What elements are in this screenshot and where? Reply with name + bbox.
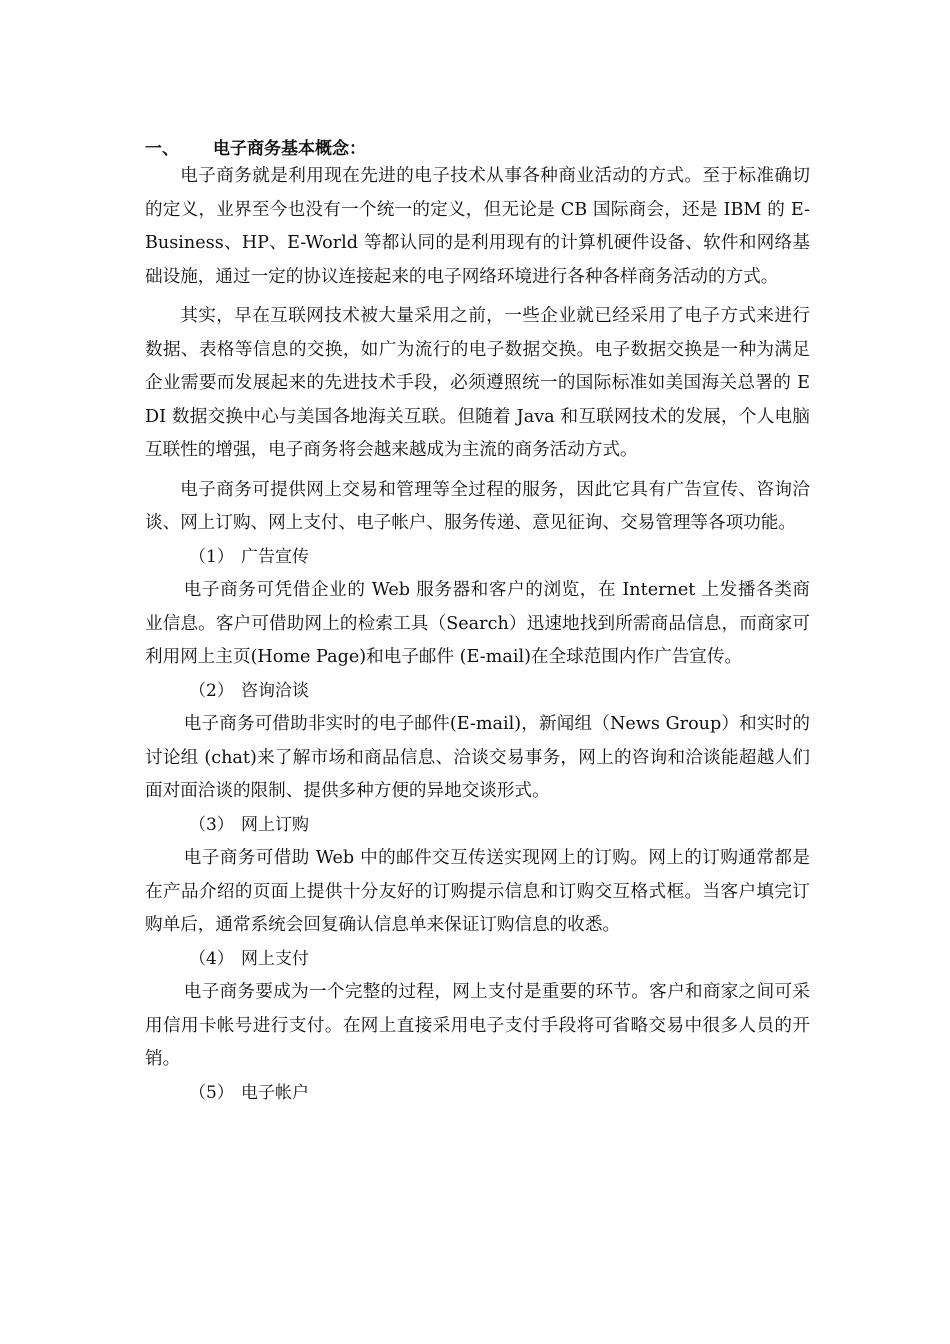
paragraph-history: 其实，早在互联网技术被大量采用之前，一些企业就已经采用了电子方式来进行数据、表格等信息的交换，如广为流行的电子数据交换。电子数据交换是一种为满足企业需要而发展起来的先进技术手段，必须遵照统一的国际标准如美国海关总署的 EDI 数据交换中心与美国各地海关互联。但随着 Java 和互联网技术的发展，个人电脑互联性的增强，电子商务将会越来越成为主流的商务活动方式。 bbox=[145, 306, 810, 460]
item-number: （3） bbox=[189, 814, 234, 835]
item-heading-advertising bbox=[145, 541, 810, 575]
item-title: 网上订购 bbox=[241, 814, 309, 835]
item-heading-payment bbox=[145, 943, 810, 977]
document-page bbox=[145, 138, 810, 1110]
section-title: 电子商务基本概念： bbox=[213, 139, 366, 159]
item-number: （5） bbox=[189, 1082, 234, 1103]
item-body-consulting: 电子商务可借助非实时的电子邮件(E-mail)，新闻组（News Group）和实时的讨论组 (chat)来了解市场和商品信息、洽谈交易事务，网上的咨询和洽谈能超越人们面对面洽谈的限制、提供多种方便的异地交谈形式。 bbox=[145, 714, 810, 801]
section-heading bbox=[145, 138, 810, 160]
item-number: （4） bbox=[189, 948, 234, 969]
item-body-ordering: 电子商务可借助 Web 中的邮件交互传送实现网上的订购。网上的订购通常都是在产品介绍的页面上提供十分友好的订购提示信息和订购交互格式框。当客户填完订购单后，通常系统会回复确认信息单来保证订购信息的收悉。 bbox=[145, 848, 810, 935]
item-body-advertising: 电子商务可凭借企业的 Web 服务器和客户的浏览，在 Internet 上发播各类商业信息。客户可借助网上的检索工具（Search）迅速地找到所需商品信息，而商家可利用网上主页(Home Page)和电子邮件 (E-mail)在全球范围内作广告宣传。 bbox=[145, 580, 810, 667]
item-heading-account bbox=[145, 1077, 810, 1111]
item-title: 网上支付 bbox=[241, 948, 309, 969]
item-title: 广告宣传 bbox=[241, 546, 309, 567]
item-title: 咨询洽谈 bbox=[241, 680, 309, 701]
section-number: 一、 bbox=[145, 139, 179, 159]
item-number: （1） bbox=[189, 546, 234, 567]
paragraph-definition: 电子商务就是利用现在先进的电子技术从事各种商业活动的方式。至于标准确切的定义，业界至今也没有一个统一的定义，但无论是 CB 国际商会，还是 IBM 的 E-Business、HP、E-World 等都认同的是利用现有的计算机硬件设备、软件和网络基础设施，通过一定的协议连接起来的电子网络环境进行各种各样商务活动的方式。 bbox=[145, 166, 810, 287]
item-body-payment: 电子商务要成为一个完整的过程，网上支付是重要的环节。客户和商家之间可采用信用卡帐号进行支付。在网上直接采用电子支付手段将可省略交易中很多人员的开销。 bbox=[145, 982, 810, 1069]
item-heading-ordering bbox=[145, 809, 810, 843]
item-heading-consulting bbox=[145, 675, 810, 709]
item-title: 电子帐户 bbox=[241, 1082, 309, 1103]
item-number: （2） bbox=[189, 680, 234, 701]
paragraph-functions: 电子商务可提供网上交易和管理等全过程的服务，因此它具有广告宣传、咨询洽谈、网上订购、网上支付、电子帐户、服务传递、意见征询、交易管理等各项功能。 bbox=[145, 479, 810, 533]
